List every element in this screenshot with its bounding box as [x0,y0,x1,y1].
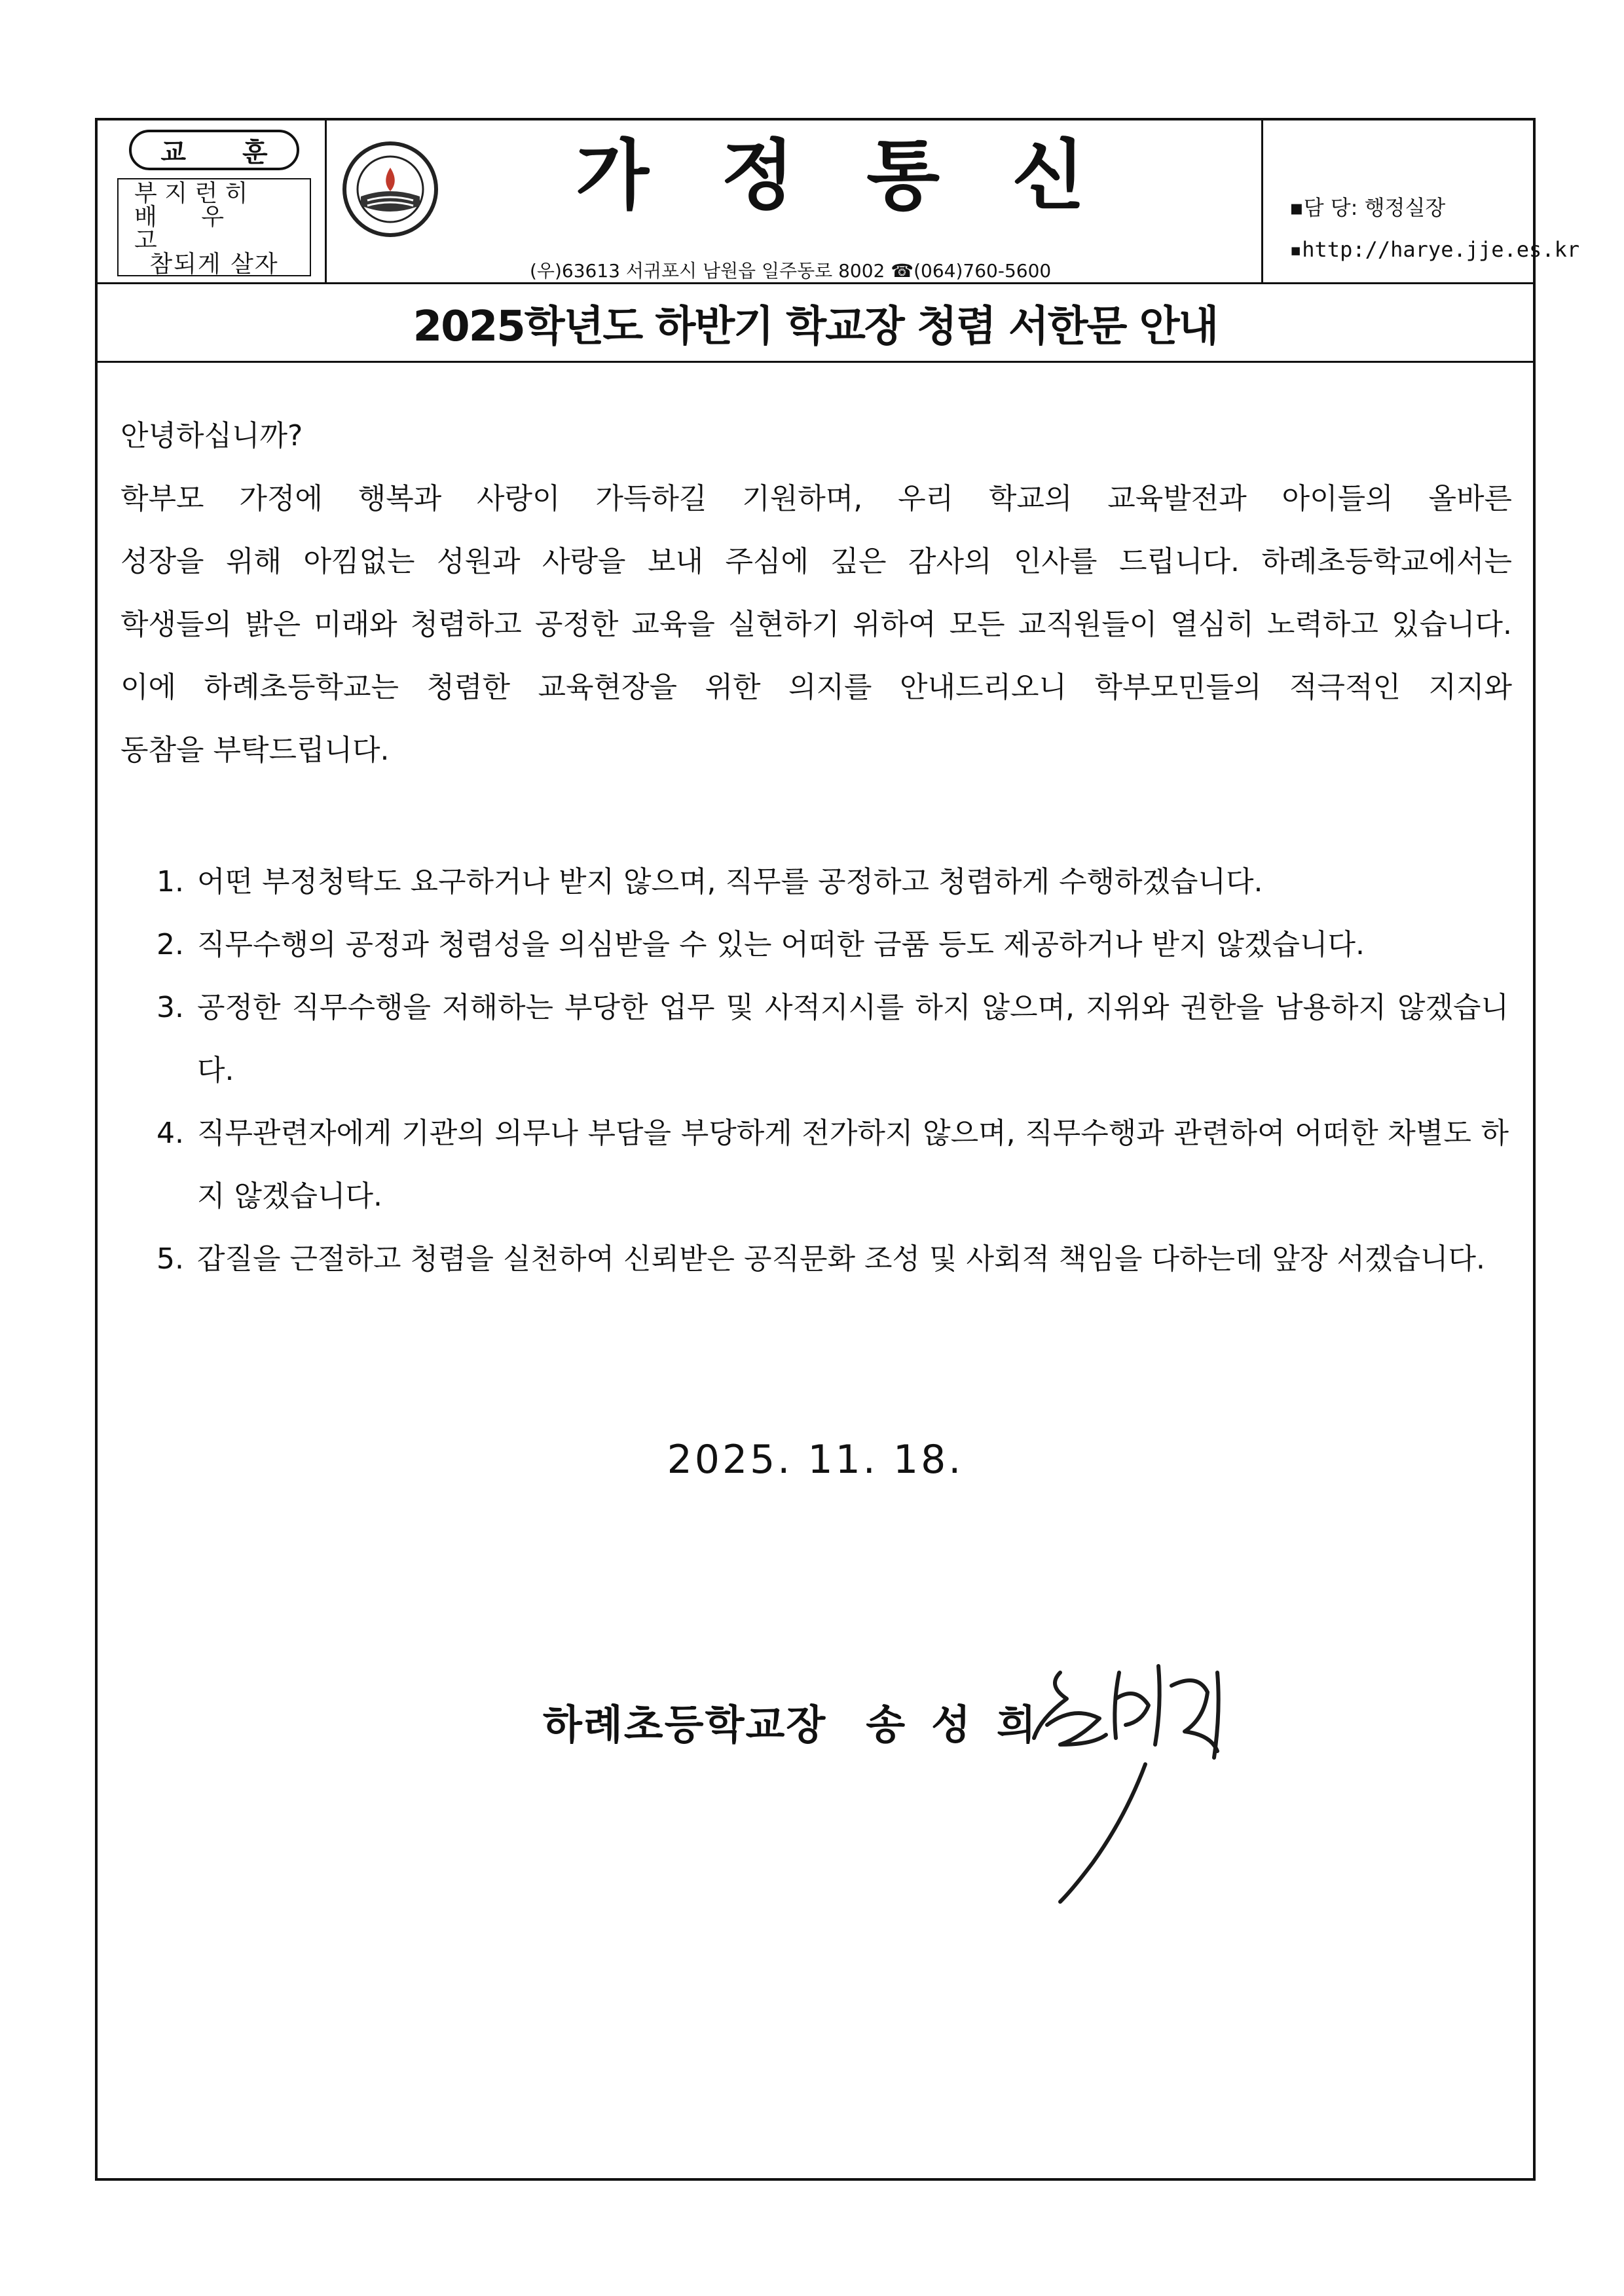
pledge-text: 직무관련자에게 기관의 의무나 부담을 부당하게 전가하지 않으며, 직무수행과 관련하여 어떠한 차별도 하지 않겠습니다. [197,1117,1509,1213]
motto-badge: 교 훈 [129,130,299,170]
motto-line-2-text: 배 우 고 [134,204,242,254]
document-frame [95,118,1580,2181]
contact-person: ▪담 당: 행정실장 [1289,195,1446,220]
pledge-text: 갑질을 근절하고 청렴을 실천하여 신뢰받은 공직문화 조성 및 사회적 책임을 다하는데 앞장 서겠습니다. [197,1242,1485,1276]
letter-subtitle: 2025학년도 하반기 학교장 청렴 서한문 안내 [413,302,1218,351]
pledge-item [157,976,1509,1102]
paragraph-line: 성장을 위해 아낌없는 성원과 사랑을 보내 주심에 깊은 감사의 인사를 드립니다. 하례초등학교에서는 [120,545,1512,578]
motto-line-3 [119,253,310,276]
pledge-number: 1. [157,865,184,898]
signer-title: 하례초등학교장 [543,1701,827,1749]
pledge-text: 어떤 부정청탁도 요구하거나 받지 않으며, 직무를 공정하고 청렴하게 수행하겠습니다. [197,865,1263,898]
title-cell [327,120,1263,284]
paragraph-line: 학생들의 밝은 미래와 청렴하고 공정한 교육을 실현하기 위하여 모든 교직원들이 열심히 노력하고 있습니다. [120,608,1512,641]
motto-line-1 [119,182,310,206]
school-motto-cell [98,120,327,284]
intro-paragraph [120,468,1512,782]
pledge-list [157,851,1509,1291]
letter-date: 2025. 11. 18. [667,1437,964,1483]
pledge-number: 4. [157,1117,184,1150]
greeting: 안녕하십니까? [120,419,303,453]
pledge-item [157,1102,1509,1228]
pledge-text: 공정한 직무수행을 저해하는 부당한 업무 및 사적지시를 하지 않으며, 지위와 권한을 남용하지 않겠습니다. [197,991,1509,1087]
pledge-number: 5. [157,1242,184,1276]
motto-text-box [117,178,311,276]
school-address: (우)63613 서귀포시 남원읍 일주동로 8002 ☎(064)760-5600 [530,260,1052,282]
pledge-text: 직무수행의 공정과 청렴성을 의심받을 수 있는 어떠한 금품 등도 제공하거나 받지 않겠습니다. [197,928,1365,961]
school-logo-icon [341,140,439,238]
motto-line-2 [119,206,310,253]
contact-cell [1263,120,1580,284]
handwritten-signature-icon [1021,1646,1244,1935]
pledge-item [157,851,1509,914]
pledge-item [157,1228,1509,1291]
school-website: ▪http://harye.jje.es.kr [1289,237,1580,262]
signer-name: 송성희 [866,1701,1062,1749]
pledge-item [157,914,1509,976]
paragraph-line: 동참을 부탁드립니다. [120,733,390,767]
motto-line-3-text: 참되게 살자 [149,251,279,278]
paragraph-line: 이에 하례초등학교는 청렴한 교육현장을 위한 의지를 안내드리오니 학부모민들의 적극적인 지지와 [120,671,1512,704]
pledge-number: 3. [157,991,184,1024]
page-title: 가정통신 [576,131,1158,220]
pledge-number: 2. [157,928,184,961]
paragraph-line: 학부모 가정에 행복과 사랑이 가득하길 기원하며, 우리 학교의 교육발전과 아이들의 올바른 [120,482,1512,515]
signer-block [543,1692,1062,1750]
subtitle-row [98,284,1533,363]
letter-header [98,120,1580,284]
motto-line-1-text: 부 지 런 히 [134,180,248,207]
